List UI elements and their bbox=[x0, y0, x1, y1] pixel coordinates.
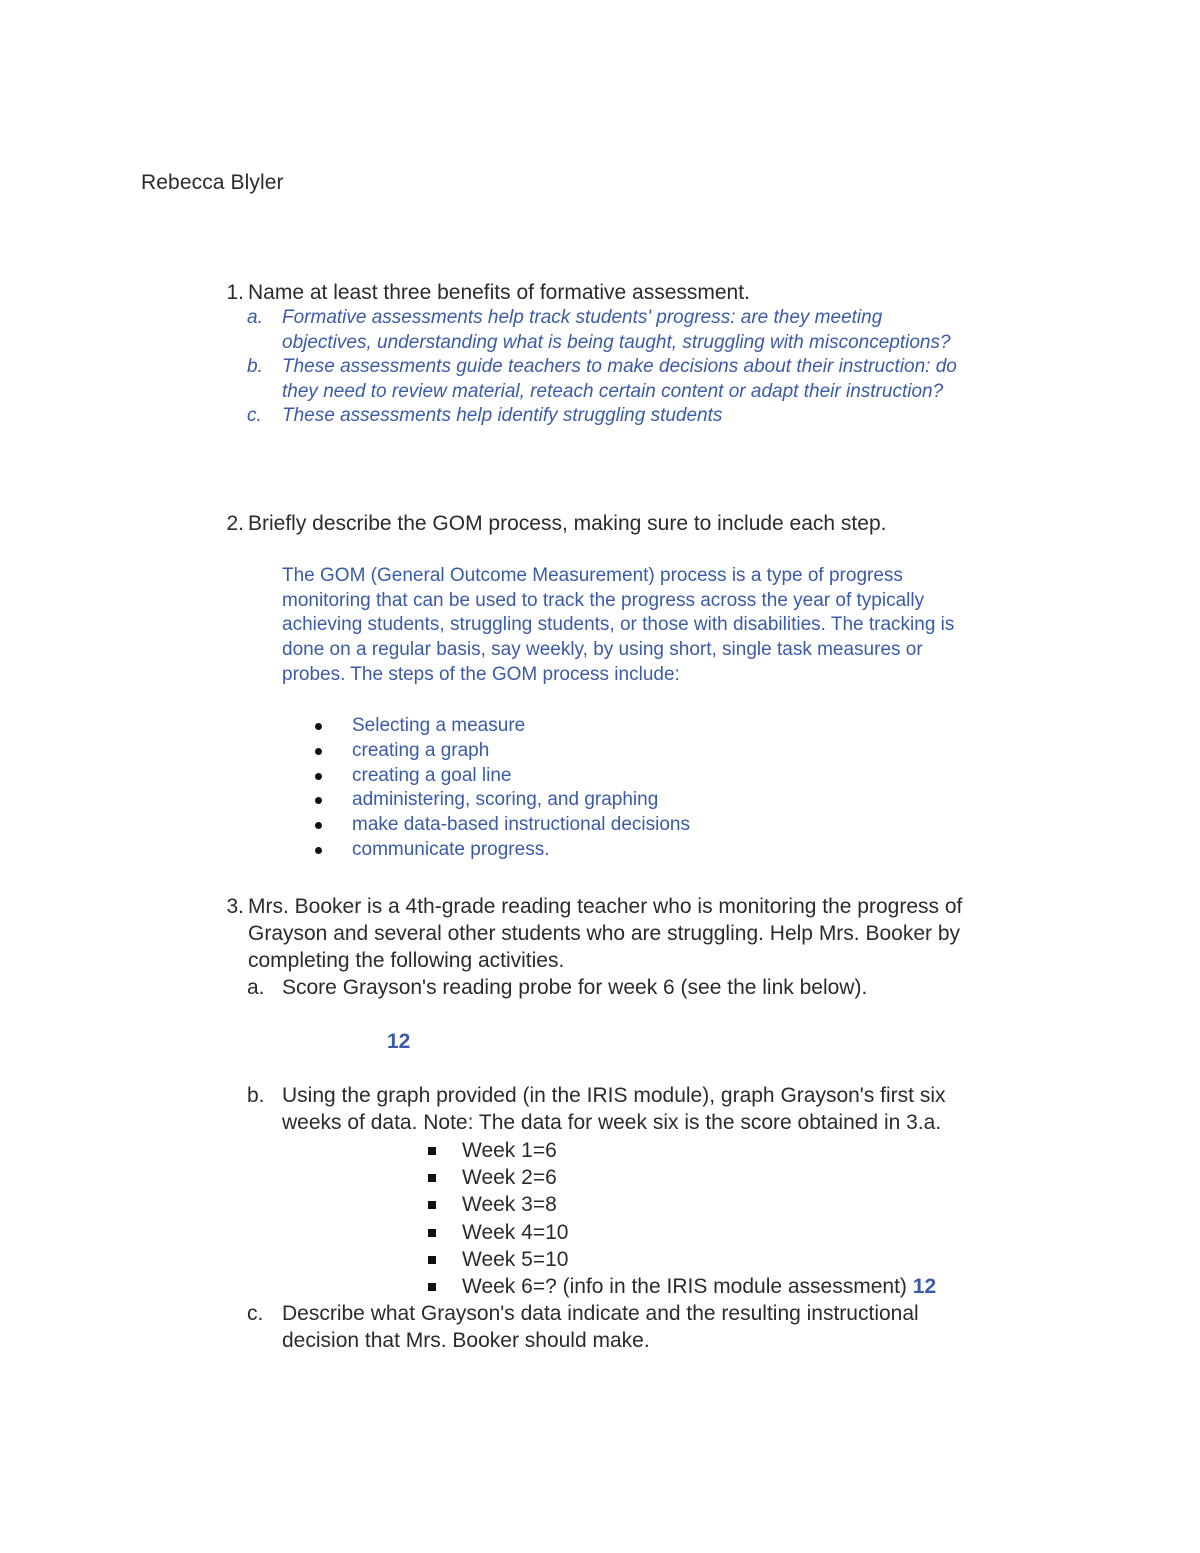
answer-letter: a. bbox=[247, 307, 263, 328]
question-text-line: Mrs. Booker is a 4th-grade reading teacher who is monitoring the progress of bbox=[248, 895, 963, 918]
question-number: 2. bbox=[226, 512, 244, 535]
question-number: 3. bbox=[226, 895, 244, 918]
question-number: 1. bbox=[226, 281, 244, 304]
bullet-icon bbox=[315, 847, 322, 854]
square-bullet-icon bbox=[428, 1174, 436, 1182]
list-item: Week 2=6 bbox=[424, 1164, 936, 1191]
square-bullet-icon bbox=[428, 1256, 436, 1264]
answer-letter: b. bbox=[247, 356, 263, 377]
sub-letter: b. bbox=[247, 1084, 265, 1107]
list-item: communicate progress. bbox=[312, 838, 690, 863]
question-text-line: Grayson and several other students who are struggling. Help Mrs. Booker by bbox=[248, 922, 961, 945]
bullet-icon bbox=[315, 723, 322, 730]
answer-3a-score: 12 bbox=[387, 1030, 411, 1053]
question-2 bbox=[214, 510, 1114, 540]
sub-text-line: weeks of data. Note: The data for week six is the score obtained in 3.a. bbox=[282, 1111, 942, 1134]
paragraph-line: monitoring that can be used to track the progress across the year of typically bbox=[282, 589, 925, 611]
bullet-icon bbox=[315, 748, 322, 755]
question-text: Briefly describe the GOM process, making sure to include each step. bbox=[248, 512, 887, 535]
square-bullet-icon bbox=[428, 1201, 436, 1209]
question-3c bbox=[247, 1300, 1107, 1356]
question-text: Name at least three benefits of formative assessment. bbox=[248, 281, 750, 304]
gom-answer-paragraph bbox=[282, 564, 1062, 688]
sub-text-line: decision that Mrs. Booker should make. bbox=[282, 1329, 650, 1352]
answer-text-line: they need to review material, reteach certain content or adapt their instruction? bbox=[282, 380, 944, 402]
list-item: Week 6=? (info in the IRIS module assessment) 12 bbox=[424, 1273, 936, 1300]
sub-letter: c. bbox=[247, 1302, 264, 1325]
list-item: Selecting a measure bbox=[312, 714, 690, 739]
list-item: Week 4=10 bbox=[424, 1219, 936, 1246]
answer-text-line: These assessments help identify struggling students bbox=[282, 405, 723, 426]
bullet-icon bbox=[315, 797, 322, 804]
question-1 bbox=[214, 279, 1114, 309]
answer-1c bbox=[247, 404, 1077, 430]
author-name: Rebecca Blyler bbox=[141, 171, 284, 194]
bullet-icon bbox=[315, 822, 322, 829]
list-item: make data-based instructional decisions bbox=[312, 813, 690, 838]
weeks-data-list bbox=[424, 1137, 936, 1300]
sub-text-line: Using the graph provided (in the IRIS module), graph Grayson's first six bbox=[282, 1084, 946, 1107]
answer-1b bbox=[247, 355, 1077, 405]
question-3 bbox=[214, 893, 1114, 977]
paragraph-line: done on a regular basis, say weekly, by using short, single task measures or bbox=[282, 639, 923, 661]
question-3a bbox=[247, 974, 1107, 1004]
paragraph-line: probes. The steps of the GOM process include: bbox=[282, 663, 680, 685]
list-item: creating a goal line bbox=[312, 764, 690, 789]
paragraph-line: The GOM (General Outcome Measurement) process is a type of progress bbox=[282, 565, 903, 586]
list-item: administering, scoring, and graphing bbox=[312, 788, 690, 813]
question-3b bbox=[247, 1082, 1107, 1138]
sub-letter: a. bbox=[247, 976, 265, 999]
sub-text: Score Grayson's reading probe for week 6 (see the link below). bbox=[282, 976, 868, 999]
bullet-icon bbox=[315, 773, 322, 780]
list-item: creating a graph bbox=[312, 739, 690, 764]
answer-text-line: These assessments guide teachers to make decisions about their instruction: do bbox=[282, 356, 957, 377]
sub-text-line: Describe what Grayson's data indicate and the resulting instructional bbox=[282, 1302, 919, 1325]
list-item: Week 5=10 bbox=[424, 1246, 936, 1273]
list-item: Week 3=8 bbox=[424, 1191, 936, 1218]
square-bullet-icon bbox=[428, 1283, 436, 1291]
paragraph-line: achieving students, struggling students, or those with disabilities. The tracking is bbox=[282, 614, 955, 636]
answer-letter: c. bbox=[247, 405, 262, 426]
gom-steps-list bbox=[312, 714, 690, 863]
answer-text-line: objectives, understanding what is being taught, struggling with misconceptions? bbox=[282, 331, 951, 353]
square-bullet-icon bbox=[428, 1229, 436, 1237]
list-item: Week 1=6 bbox=[424, 1137, 936, 1164]
answer-text-line: Formative assessments help track students' progress: are they meeting bbox=[282, 307, 883, 328]
question-text-line: completing the following activities. bbox=[248, 949, 565, 972]
week6-answer: 12 bbox=[912, 1274, 937, 1298]
square-bullet-icon bbox=[428, 1147, 436, 1155]
answer-1a bbox=[247, 306, 1077, 356]
